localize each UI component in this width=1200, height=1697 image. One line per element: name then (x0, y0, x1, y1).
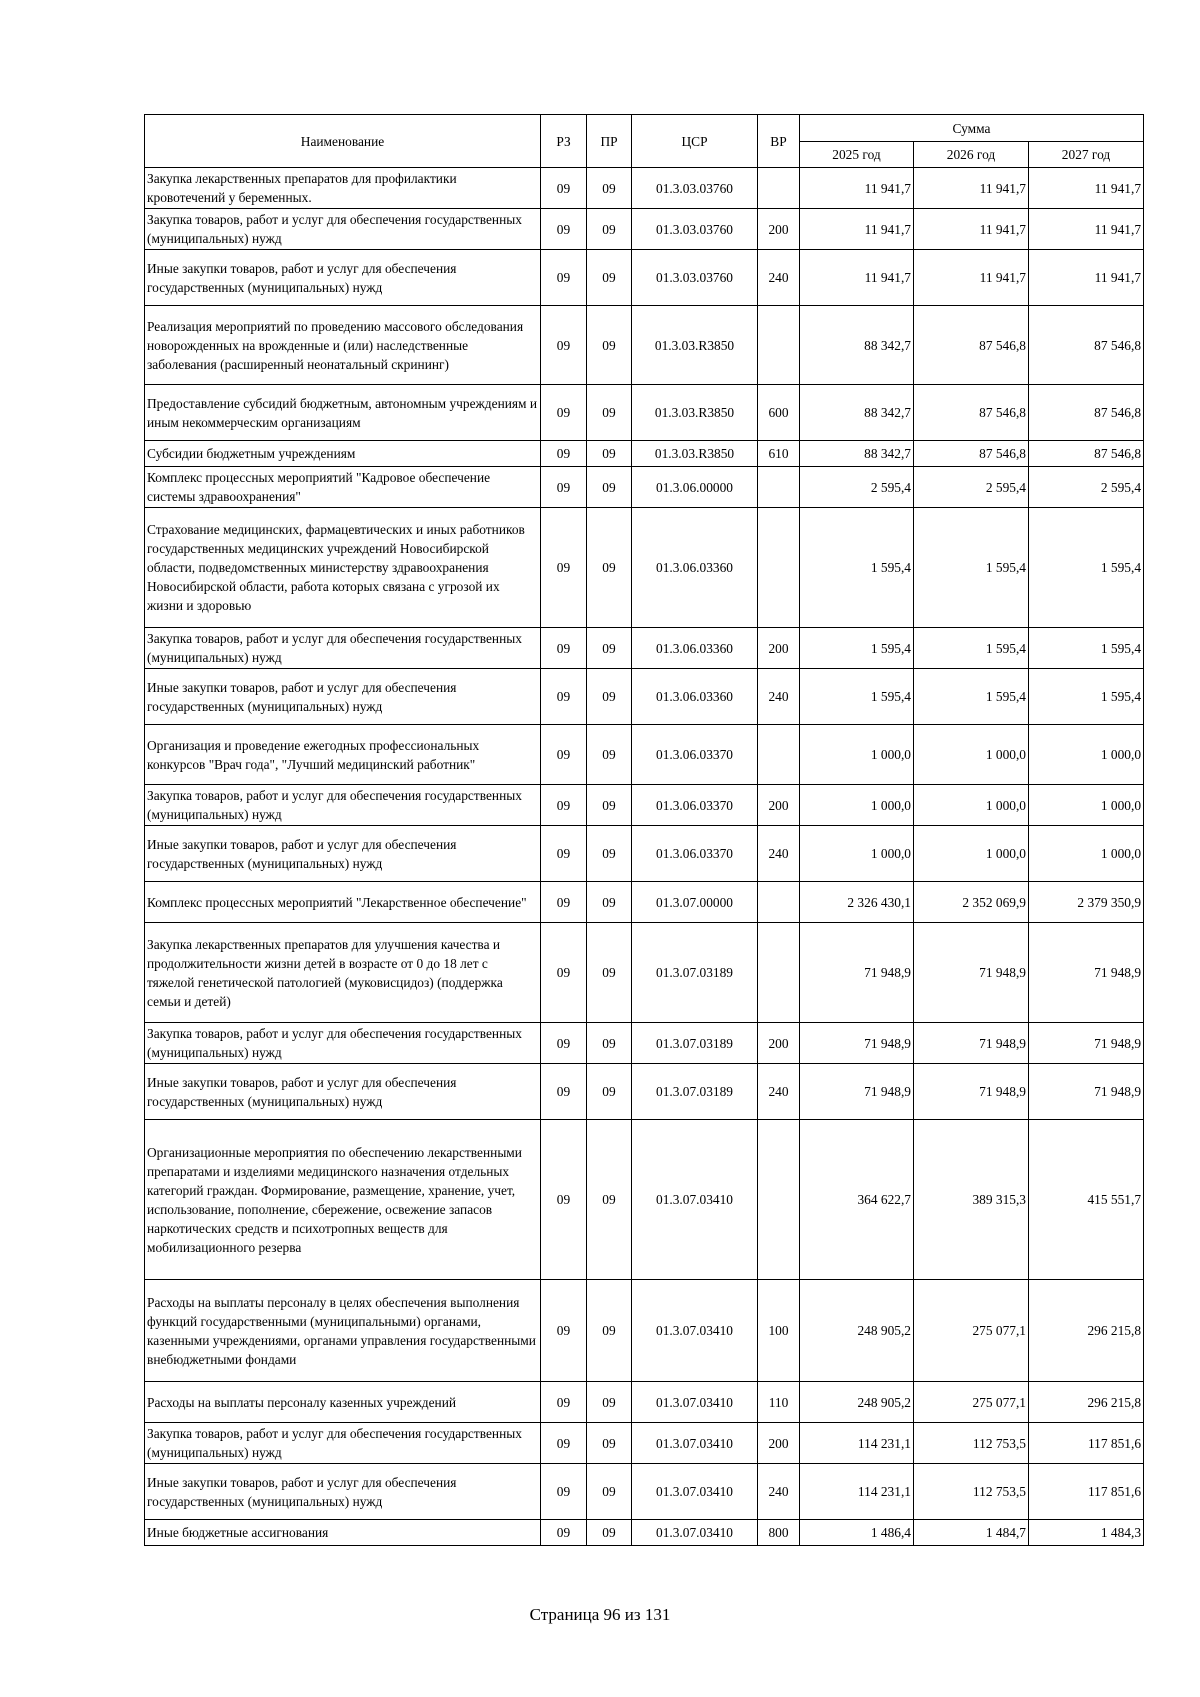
row-sum-2027: 117 851,6 (1029, 1464, 1144, 1520)
row-pr: 09 (587, 250, 632, 306)
row-sum-2026: 87 546,8 (914, 306, 1029, 385)
row-rz: 09 (541, 1023, 587, 1064)
table-row (145, 1023, 1144, 1064)
row-vr: 240 (758, 826, 800, 882)
header-name: Наименование (145, 115, 541, 168)
row-rz: 09 (541, 1464, 587, 1520)
table-row (145, 467, 1144, 508)
row-csr: 01.3.07.03410 (632, 1520, 758, 1546)
table-row (145, 826, 1144, 882)
row-csr: 01.3.07.03189 (632, 923, 758, 1023)
row-vr: 800 (758, 1520, 800, 1546)
row-pr: 09 (587, 1464, 632, 1520)
row-sum-2027: 11 941,7 (1029, 250, 1144, 306)
row-rz: 09 (541, 669, 587, 725)
row-pr: 09 (587, 467, 632, 508)
row-vr: 200 (758, 1423, 800, 1464)
row-vr: 200 (758, 628, 800, 669)
row-vr (758, 882, 800, 923)
row-csr: 01.3.07.03410 (632, 1280, 758, 1382)
row-name: Предоставление субсидий бюджетным, автономным учреждениям и иным некоммерческим организациям (145, 385, 541, 441)
row-sum-2025: 11 941,7 (800, 168, 914, 209)
table-row (145, 250, 1144, 306)
row-vr: 240 (758, 1464, 800, 1520)
row-sum-2025: 1 000,0 (800, 725, 914, 785)
row-name: Иные закупки товаров, работ и услуг для обеспечения государственных (муниципальных) нужд (145, 1464, 541, 1520)
row-rz: 09 (541, 785, 587, 826)
row-pr: 09 (587, 826, 632, 882)
row-vr (758, 923, 800, 1023)
row-pr: 09 (587, 785, 632, 826)
row-vr: 110 (758, 1382, 800, 1423)
row-csr: 01.3.03.03760 (632, 209, 758, 250)
row-pr: 09 (587, 1280, 632, 1382)
row-pr: 09 (587, 385, 632, 441)
row-sum-2025: 114 231,1 (800, 1464, 914, 1520)
row-vr (758, 306, 800, 385)
row-sum-2027: 1 484,3 (1029, 1520, 1144, 1546)
row-sum-2027: 117 851,6 (1029, 1423, 1144, 1464)
row-vr: 240 (758, 250, 800, 306)
table-row (145, 385, 1144, 441)
row-vr (758, 467, 800, 508)
row-csr: 01.3.07.03410 (632, 1382, 758, 1423)
row-csr: 01.3.06.03370 (632, 826, 758, 882)
row-rz: 09 (541, 467, 587, 508)
table-row (145, 1120, 1144, 1280)
row-sum-2027: 71 948,9 (1029, 1064, 1144, 1120)
row-name: Иные закупки товаров, работ и услуг для обеспечения государственных (муниципальных) нужд (145, 250, 541, 306)
table-row (145, 1382, 1144, 1423)
table-row (145, 1423, 1144, 1464)
header-sum: Сумма (800, 115, 1144, 142)
table-row (145, 882, 1144, 923)
row-rz: 09 (541, 826, 587, 882)
row-csr: 01.3.03.R3850 (632, 441, 758, 467)
row-sum-2025: 114 231,1 (800, 1423, 914, 1464)
row-vr: 600 (758, 385, 800, 441)
row-name: Закупка товаров, работ и услуг для обеспечения государственных (муниципальных) нужд (145, 628, 541, 669)
row-rz: 09 (541, 306, 587, 385)
row-pr: 09 (587, 209, 632, 250)
row-sum-2026: 1 595,4 (914, 669, 1029, 725)
row-name: Организация и проведение ежегодных профессиональных конкурсов "Врач года", "Лучший медицинский работник" (145, 725, 541, 785)
row-vr (758, 1120, 800, 1280)
row-name: Расходы на выплаты персоналу казенных учреждений (145, 1382, 541, 1423)
row-sum-2027: 87 546,8 (1029, 385, 1144, 441)
row-sum-2025: 1 595,4 (800, 669, 914, 725)
row-sum-2025: 1 000,0 (800, 785, 914, 826)
row-sum-2026: 275 077,1 (914, 1382, 1029, 1423)
row-pr: 09 (587, 306, 632, 385)
table-row (145, 725, 1144, 785)
row-csr: 01.3.06.03360 (632, 669, 758, 725)
row-sum-2027: 87 546,8 (1029, 306, 1144, 385)
row-name: Закупка товаров, работ и услуг для обеспечения государственных (муниципальных) нужд (145, 209, 541, 250)
table-row (145, 628, 1144, 669)
table-row (145, 923, 1144, 1023)
row-name: Закупка товаров, работ и услуг для обеспечения государственных (муниципальных) нужд (145, 1023, 541, 1064)
row-rz: 09 (541, 725, 587, 785)
row-vr: 240 (758, 1064, 800, 1120)
row-vr (758, 168, 800, 209)
row-name: Субсидии бюджетным учреждениям (145, 441, 541, 467)
row-sum-2027: 1 595,4 (1029, 508, 1144, 628)
row-csr: 01.3.03.03760 (632, 250, 758, 306)
header-year-2026: 2026 год (914, 142, 1029, 168)
row-name: Закупка лекарственных препаратов для профилактики кровотечений у беременных. (145, 168, 541, 209)
row-pr: 09 (587, 1064, 632, 1120)
row-sum-2025: 1 595,4 (800, 508, 914, 628)
row-sum-2026: 1 595,4 (914, 508, 1029, 628)
table-row (145, 1064, 1144, 1120)
row-sum-2027: 87 546,8 (1029, 441, 1144, 467)
row-name: Закупка лекарственных препаратов для улучшения качества и продолжительности жизни детей в возрасте от 0 до 18 лет с тяжелой генетической патологией (муковисцидоз) (поддержка семьи и детей) (145, 923, 541, 1023)
row-sum-2025: 248 905,2 (800, 1280, 914, 1382)
row-pr: 09 (587, 725, 632, 785)
row-sum-2026: 71 948,9 (914, 1064, 1029, 1120)
row-sum-2025: 71 948,9 (800, 923, 914, 1023)
row-rz: 09 (541, 628, 587, 669)
row-vr (758, 725, 800, 785)
row-sum-2026: 11 941,7 (914, 168, 1029, 209)
row-sum-2025: 11 941,7 (800, 209, 914, 250)
row-name: Страхование медицинских, фармацевтических и иных работников государственных медицинских учреждений Новосибирской области, подведомственных министерству здравоохранения Новосибирской области, работа которых связана с угрозой их жизни и здоровью (145, 508, 541, 628)
row-name: Иные бюджетные ассигнования (145, 1520, 541, 1546)
row-csr: 01.3.07.03410 (632, 1120, 758, 1280)
table-row (145, 1280, 1144, 1382)
row-sum-2026: 275 077,1 (914, 1280, 1029, 1382)
row-rz: 09 (541, 923, 587, 1023)
row-rz: 09 (541, 1520, 587, 1546)
row-sum-2026: 2 595,4 (914, 467, 1029, 508)
row-sum-2026: 389 315,3 (914, 1120, 1029, 1280)
row-sum-2027: 415 551,7 (1029, 1120, 1144, 1280)
row-sum-2026: 11 941,7 (914, 209, 1029, 250)
row-pr: 09 (587, 1120, 632, 1280)
row-rz: 09 (541, 1120, 587, 1280)
row-rz: 09 (541, 882, 587, 923)
row-sum-2026: 87 546,8 (914, 385, 1029, 441)
header-year-2025: 2025 год (800, 142, 914, 168)
row-sum-2025: 71 948,9 (800, 1064, 914, 1120)
row-sum-2025: 11 941,7 (800, 250, 914, 306)
row-name: Организационные мероприятия по обеспечению лекарственными препаратами и изделиями медицинского назначения отдельных категорий граждан. Формирование, размещение, хранение, учет, использование, пополнение, сбережение, освежение запасов наркотических средств и психотропных веществ для мобилизационного резерва (145, 1120, 541, 1280)
row-pr: 09 (587, 1023, 632, 1064)
row-rz: 09 (541, 168, 587, 209)
header-vr: ВР (758, 115, 800, 168)
row-sum-2025: 2 326 430,1 (800, 882, 914, 923)
row-pr: 09 (587, 441, 632, 467)
row-csr: 01.3.07.03189 (632, 1023, 758, 1064)
row-sum-2027: 71 948,9 (1029, 923, 1144, 1023)
row-rz: 09 (541, 1423, 587, 1464)
row-sum-2026: 1 484,7 (914, 1520, 1029, 1546)
row-csr: 01.3.07.03410 (632, 1423, 758, 1464)
row-vr: 240 (758, 669, 800, 725)
row-sum-2025: 71 948,9 (800, 1023, 914, 1064)
table-row (145, 441, 1144, 467)
row-name: Комплекс процессных мероприятий "Кадровое обеспечение системы здравоохранения" (145, 467, 541, 508)
row-sum-2027: 296 215,8 (1029, 1382, 1144, 1423)
row-csr: 01.3.06.03370 (632, 725, 758, 785)
row-vr (758, 508, 800, 628)
row-sum-2026: 1 595,4 (914, 628, 1029, 669)
table-row (145, 209, 1144, 250)
row-sum-2026: 87 546,8 (914, 441, 1029, 467)
row-sum-2025: 88 342,7 (800, 306, 914, 385)
row-sum-2027: 11 941,7 (1029, 168, 1144, 209)
row-csr: 01.3.07.00000 (632, 882, 758, 923)
row-name: Расходы на выплаты персоналу в целях обеспечения выполнения функций государственными (муниципальными) органами, казенными учреждениями, органами управления государственными внебюджетными фондами (145, 1280, 541, 1382)
table-row (145, 306, 1144, 385)
row-sum-2025: 1 486,4 (800, 1520, 914, 1546)
row-name: Закупка товаров, работ и услуг для обеспечения государственных (муниципальных) нужд (145, 785, 541, 826)
row-sum-2025: 1 000,0 (800, 826, 914, 882)
row-pr: 09 (587, 1520, 632, 1546)
row-csr: 01.3.06.03360 (632, 628, 758, 669)
row-rz: 09 (541, 1064, 587, 1120)
row-sum-2026: 71 948,9 (914, 923, 1029, 1023)
row-rz: 09 (541, 1280, 587, 1382)
row-sum-2026: 71 948,9 (914, 1023, 1029, 1064)
row-sum-2025: 1 595,4 (800, 628, 914, 669)
row-sum-2027: 71 948,9 (1029, 1023, 1144, 1064)
row-name: Иные закупки товаров, работ и услуг для обеспечения государственных (муниципальных) нужд (145, 826, 541, 882)
row-sum-2026: 2 352 069,9 (914, 882, 1029, 923)
row-sum-2025: 364 622,7 (800, 1120, 914, 1280)
row-sum-2027: 2 595,4 (1029, 467, 1144, 508)
row-csr: 01.3.07.03410 (632, 1464, 758, 1520)
table-row (145, 669, 1144, 725)
row-vr: 200 (758, 1023, 800, 1064)
row-csr: 01.3.06.03360 (632, 508, 758, 628)
row-name: Реализация мероприятий по проведению массового обследования новорожденных на врожденные и (или) наследственные заболевания (расширенный неонатальный скрининг) (145, 306, 541, 385)
row-rz: 09 (541, 209, 587, 250)
table-row (145, 785, 1144, 826)
row-sum-2027: 2 379 350,9 (1029, 882, 1144, 923)
table-row (145, 1520, 1144, 1546)
budget-table (144, 114, 1144, 1546)
row-vr: 610 (758, 441, 800, 467)
table-row (145, 168, 1144, 209)
table-row (145, 508, 1144, 628)
row-pr: 09 (587, 508, 632, 628)
table-row (145, 1464, 1144, 1520)
row-name: Комплекс процессных мероприятий "Лекарственное обеспечение" (145, 882, 541, 923)
header-year-2027: 2027 год (1029, 142, 1144, 168)
row-sum-2027: 1 595,4 (1029, 669, 1144, 725)
row-rz: 09 (541, 1382, 587, 1423)
row-rz: 09 (541, 441, 587, 467)
row-vr: 100 (758, 1280, 800, 1382)
row-vr: 200 (758, 209, 800, 250)
row-sum-2025: 2 595,4 (800, 467, 914, 508)
row-pr: 09 (587, 882, 632, 923)
row-csr: 01.3.06.03370 (632, 785, 758, 826)
row-sum-2027: 1 000,0 (1029, 785, 1144, 826)
row-sum-2027: 1 595,4 (1029, 628, 1144, 669)
row-csr: 01.3.03.R3850 (632, 306, 758, 385)
row-csr: 01.3.07.03189 (632, 1064, 758, 1120)
page-number: Страница 96 из 131 (529, 1605, 671, 1624)
table-body (145, 168, 1144, 1546)
row-sum-2027: 11 941,7 (1029, 209, 1144, 250)
row-sum-2026: 1 000,0 (914, 785, 1029, 826)
header-pr: ПР (587, 115, 632, 168)
header-rz: РЗ (541, 115, 587, 168)
row-sum-2025: 248 905,2 (800, 1382, 914, 1423)
row-sum-2027: 1 000,0 (1029, 826, 1144, 882)
row-pr: 09 (587, 1423, 632, 1464)
row-sum-2026: 11 941,7 (914, 250, 1029, 306)
header-csr: ЦСР (632, 115, 758, 168)
row-sum-2026: 112 753,5 (914, 1464, 1029, 1520)
row-name: Иные закупки товаров, работ и услуг для обеспечения государственных (муниципальных) нужд (145, 1064, 541, 1120)
row-pr: 09 (587, 923, 632, 1023)
row-pr: 09 (587, 1382, 632, 1423)
row-name: Иные закупки товаров, работ и услуг для обеспечения государственных (муниципальных) нужд (145, 669, 541, 725)
row-pr: 09 (587, 628, 632, 669)
row-pr: 09 (587, 168, 632, 209)
row-csr: 01.3.03.R3850 (632, 385, 758, 441)
row-rz: 09 (541, 250, 587, 306)
row-vr: 200 (758, 785, 800, 826)
row-sum-2025: 88 342,7 (800, 385, 914, 441)
row-csr: 01.3.03.03760 (632, 168, 758, 209)
row-sum-2026: 1 000,0 (914, 725, 1029, 785)
row-rz: 09 (541, 508, 587, 628)
row-sum-2025: 88 342,7 (800, 441, 914, 467)
row-sum-2027: 296 215,8 (1029, 1280, 1144, 1382)
row-name: Закупка товаров, работ и услуг для обеспечения государственных (муниципальных) нужд (145, 1423, 541, 1464)
row-rz: 09 (541, 385, 587, 441)
row-sum-2026: 1 000,0 (914, 826, 1029, 882)
row-pr: 09 (587, 669, 632, 725)
row-sum-2027: 1 000,0 (1029, 725, 1144, 785)
row-sum-2026: 112 753,5 (914, 1423, 1029, 1464)
row-csr: 01.3.06.00000 (632, 467, 758, 508)
